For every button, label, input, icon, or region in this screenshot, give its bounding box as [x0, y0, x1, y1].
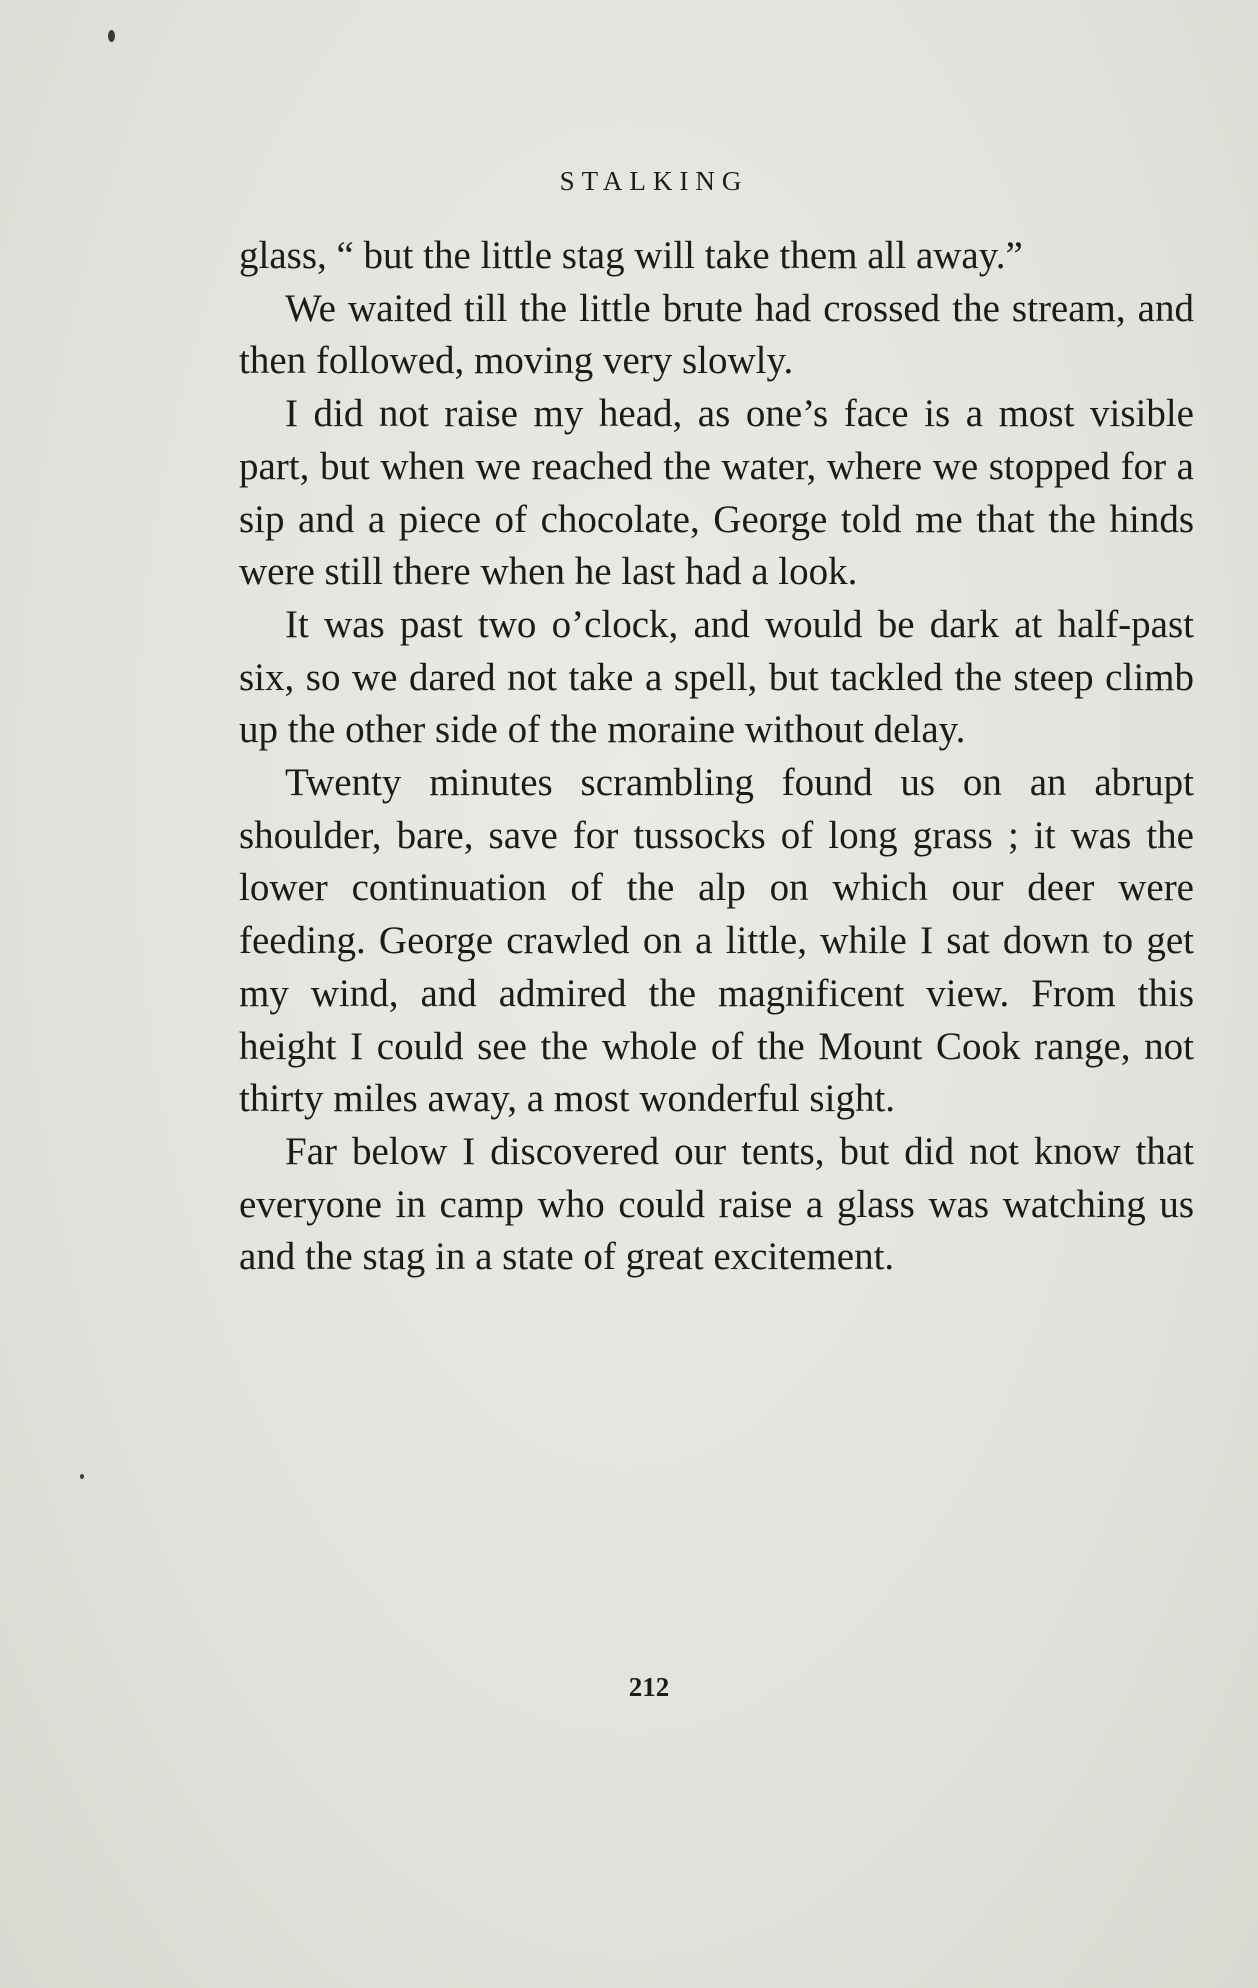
- running-head: STALKING: [559, 166, 749, 196]
- paragraph: It was past two o’clock, and would be dark at half-past six, so we dared not take a spell, but tackled the steep climb up the other side of the moraine without delay.: [239, 602, 1194, 752]
- body-text: [239, 230, 1194, 1284]
- page-number: 212: [628, 1672, 670, 1702]
- paragraph: We waited till the little brute had crossed the stream, and then followed, moving very slowly.: [239, 286, 1194, 383]
- paragraph: glass, “ but the little stag will take them all away.”: [239, 234, 1023, 277]
- page-blemish: [108, 30, 115, 42]
- paragraph: I did not raise my head, as one’s face is a most visible part, but when we reached the water, where we stopped for a sip and a piece of chocolate, George told me that the hinds were still there when he last had a look.: [239, 392, 1194, 594]
- page-blemish: [80, 1474, 84, 1479]
- paragraph: Twenty minutes scrambling found us on an abrupt shoulder, bare, save for tussocks of long grass ; it was the lower continuation of the alp on which our deer were feeding. George crawled on a little, while I sat down to get my wind, and admired the magnificent view. From this height I could see the whole of the Mount Cook range, not thirty miles away, a most wonderful sight.: [239, 761, 1194, 1121]
- paragraph: Far below I discovered our tents, but did not know that everyone in camp who could raise a glass was watching us and the stag in a state of great excitement.: [239, 1129, 1194, 1279]
